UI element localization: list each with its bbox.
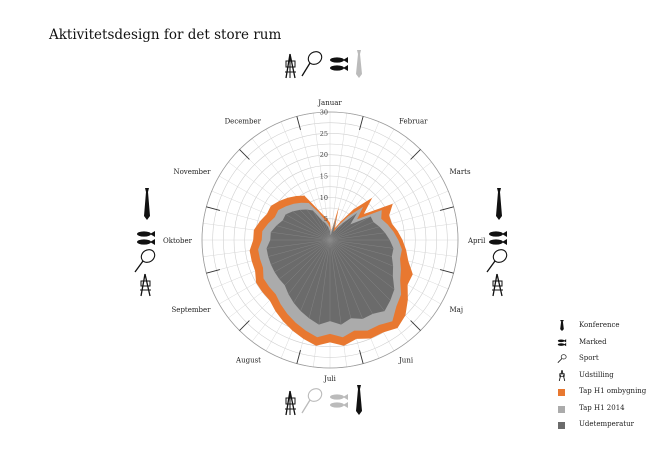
- month-boundary-tick: [440, 270, 454, 274]
- radial-tick-label: 20: [319, 151, 328, 160]
- month-label: Juli: [324, 375, 336, 383]
- legend-label: Tap H1 2014: [579, 403, 625, 412]
- legend: [557, 318, 657, 434]
- tie-icon: [496, 188, 502, 220]
- radial-tick-label: 15: [319, 172, 328, 181]
- legend-item-tap-h1-ombygning: [557, 384, 657, 401]
- tie-icon: [557, 320, 567, 331]
- easel-icon: [285, 54, 296, 78]
- month-boundary-tick: [297, 350, 301, 364]
- fish-icon: [330, 394, 348, 408]
- fish-icon: [137, 231, 155, 245]
- month-boundary-tick: [360, 350, 364, 364]
- tie-icon: [356, 50, 362, 78]
- month-boundary-tick: [360, 116, 364, 130]
- fish-icon: [557, 337, 567, 348]
- legend-item-udetemperatur: [557, 417, 657, 434]
- radial-tick-label: 10: [319, 193, 328, 202]
- legend-item-sport: [557, 351, 657, 368]
- easel-icon: [140, 274, 151, 296]
- tie-icon: [144, 188, 150, 220]
- racket-icon: [557, 353, 567, 364]
- month-boundary-tick: [206, 207, 220, 211]
- month-label: Februar: [399, 117, 428, 126]
- activity-icons-top: [285, 48, 365, 80]
- legend-label: Tap H1 ombygning: [579, 387, 647, 395]
- racket-icon: [135, 247, 157, 272]
- radial-tick-label: 25: [319, 129, 328, 138]
- legend-label: Marked: [579, 337, 607, 346]
- month-boundary-tick: [206, 270, 220, 274]
- chart-title: Aktivitetsdesign for det store rum: [49, 27, 282, 43]
- racket-icon: [302, 386, 324, 413]
- month-boundary-tick: [440, 207, 454, 211]
- easel-icon: [285, 391, 296, 415]
- month-label: December: [224, 117, 261, 126]
- month-label: April: [468, 237, 486, 245]
- fish-icon: [330, 57, 348, 71]
- activity-icons-left: [130, 188, 164, 298]
- month-label: August: [236, 356, 261, 365]
- racket-icon: [302, 49, 324, 76]
- legend-swatch: [558, 406, 565, 413]
- legend-label: Udetemperatur: [579, 420, 634, 428]
- month-boundary-tick: [411, 149, 421, 159]
- legend-label: Konference: [579, 321, 620, 329]
- tie-icon: [356, 385, 362, 415]
- easel-icon: [492, 274, 503, 296]
- month-label: November: [173, 168, 211, 176]
- legend-label: Udstilling: [579, 370, 614, 379]
- month-label: Januar: [318, 99, 342, 107]
- legend-swatch: [558, 422, 565, 429]
- legend-item-konference: [557, 318, 657, 335]
- month-boundary-tick: [239, 321, 249, 331]
- activity-icons-right: [482, 188, 516, 298]
- month-boundary-tick: [411, 321, 421, 331]
- easel-icon: [557, 370, 567, 381]
- month-label: Oktober: [163, 237, 192, 245]
- radial-tick-label: 5: [323, 215, 328, 224]
- racket-icon: [487, 247, 509, 272]
- activity-icons-bottom: [285, 385, 365, 417]
- month-boundary-tick: [297, 116, 301, 130]
- legend-item-marked: [557, 335, 657, 352]
- month-label: Juni: [399, 356, 414, 365]
- month-label: September: [171, 306, 211, 314]
- legend-swatch: [558, 389, 565, 396]
- month-boundary-tick: [239, 149, 249, 159]
- radar-series: [250, 193, 413, 346]
- legend-item-tap-h1-2014: [557, 401, 657, 418]
- radial-tick-label: 30: [319, 108, 328, 117]
- fish-icon: [489, 231, 507, 245]
- month-label: Maj: [449, 306, 464, 314]
- legend-item-udstilling: [557, 368, 657, 385]
- month-label: Marts: [449, 168, 471, 176]
- legend-label: Sport: [579, 354, 599, 362]
